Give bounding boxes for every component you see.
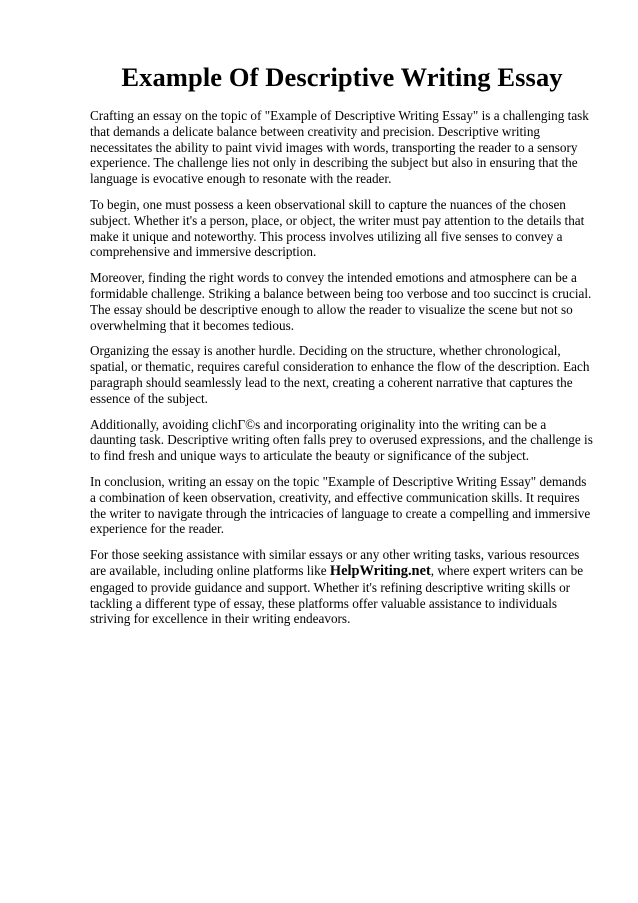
paragraph-conclusion: In conclusion, writing an essay on the topic "Example of Descriptive Writing Essay" demands a combination of keen observation, creativity, and effective communication skills. It requires the writer to navigate through the intricacies of language to create a compelling and immersive experience for the reader. xyxy=(90,473,591,537)
paragraph-originality: Additionally, avoiding clichΓ©s and incorporating originality into the writing can be a daunting task. Descriptive writing often falls prey to overused expressions, and the challenge is to find fresh and unique ways to articulate the beauty or significance of the subject. xyxy=(90,416,593,464)
paragraph-intro: Crafting an essay on the topic of "Example of Descriptive Writing Essay" is a challenging task that demands a delicate balance between creativity and precision. Descriptive writing necessitates the ability to paint vivid images with words, transporting the reader to a sensory experience. The challenge lies not only in describing the subject but also in ensuring that the language is evocative enough to resonate with the reader. xyxy=(90,108,589,187)
paragraph-observation: To begin, one must possess a keen observational skill to capture the nuances of the chosen subject. Whether it's a person, place, or object, the writer must pay attention to the details that make it unique and noteworthy. This process involves utilizing all five senses to convey a comprehensive and immersive description. xyxy=(90,196,585,260)
helpwriting-link[interactable]: HelpWriting.net xyxy=(329,562,431,579)
resources-text-before-link: For those seeking assistance with similar essays or any other writing tasks, various resources are available, including online platforms like xyxy=(90,547,580,578)
paragraph-resources xyxy=(90,547,594,627)
paragraph-organization: Organizing the essay is another hurdle. Deciding on the structure, whether chronological, spatial, or thematic, requires careful consideration to enhance the flow of the description. Each paragraph should seamlessly lead to the next, creating a coherent narrative that captures the essence of the subject. xyxy=(90,343,590,406)
paragraph-word-choice: Moreover, finding the right words to convey the intended emotions and atmosphere can be a formidable challenge. Striking a balance between being too verbose and too succinct is crucial. The essay should be descriptive enough to allow the reader to visualize the scene but not so overwhelming that it becomes tedious. xyxy=(90,270,592,333)
resources-text-after-link: , where expert writers can be engaged to provide guidance and support. Whether it's refining descriptive writing skills or tackling a different type of essay, these platforms offer valuable assistance to individuals striving for excellence in their writing endeavors. xyxy=(90,562,584,627)
document-title: Example Of Descriptive Writing Essay xyxy=(121,62,563,92)
